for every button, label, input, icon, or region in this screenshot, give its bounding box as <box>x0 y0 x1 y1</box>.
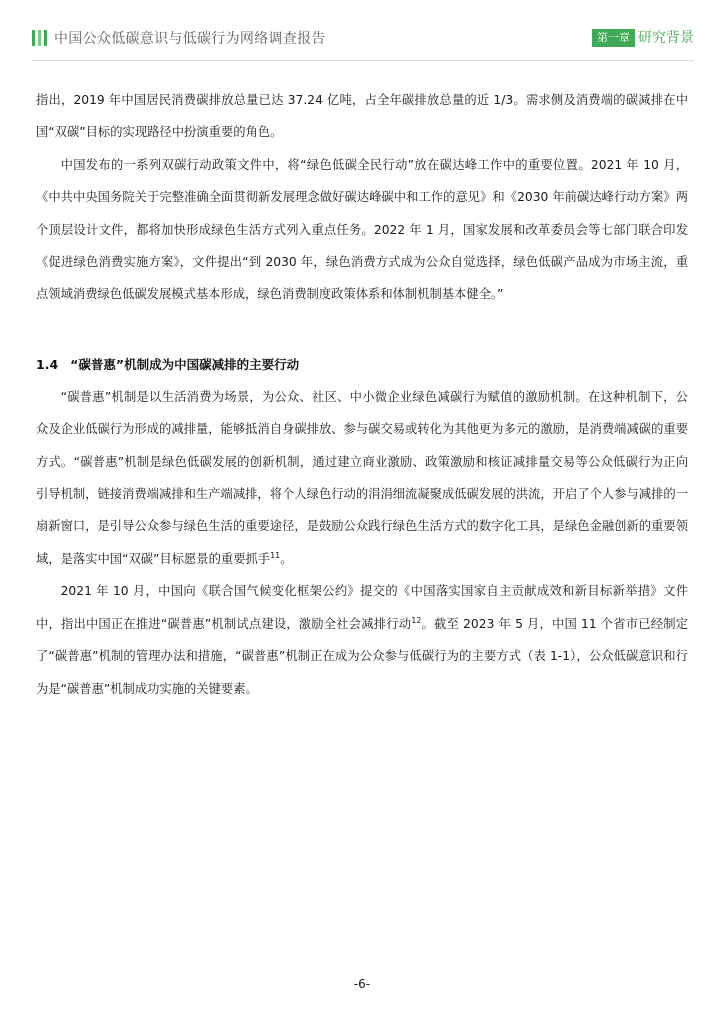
page-header <box>0 0 724 64</box>
page-body <box>36 84 688 705</box>
logo-bar-3 <box>44 30 47 46</box>
paragraph-3-end: 。 <box>280 551 293 566</box>
header-divider <box>32 60 694 61</box>
paragraph-2: 中国发布的一系列双碳行动政策文件中，将“绿色低碳全民行动”放在碳达峰工作中的重要位置。2021 年 10 月，《中共中央国务院关于完整准确全面贯彻新发展理念做好碳达峰碳中和工作的意见》和《2030 年前碳达峰行动方案》两个顶层设计文件，都将加快形成绿色生活方式列入重点任务。2022 年 1 月，国家发展和改革委员会等七部门联合印发《促进绿色消费实施方案》，文件提出“到 2030 年，绿色消费方式成为公众自觉选择，绿色低碳产品成为市场主流，重点领域消费绿色低碳发展模式基本形成，绿色消费制度政策体系和体制机制基本健全。” <box>36 157 688 302</box>
paragraph-4-text-a: 2021 年 10 月，中国向《联合国气候变化框架公约》提交的《中国落实国家自主贡献成效和新目标新举措》文件中，指出中国正在推进“碳普惠”机制试点建设，激励全社会减排行动 <box>36 584 688 631</box>
section-number: 1.4 <box>36 356 59 372</box>
paragraph-3-text: “碳普惠”机制是以生活消费为场景，为公众、社区、中小微企业绿色减碳行为赋值的激励机制。在这种机制下，公众及企业低碳行为形成的减排量，能够抵消自身碳排放、参与碳交易或转化为其他更为多元的激励，是消费端减碳的重要方式。“碳普惠”机制是绿色低碳发展的创新机制，通过建立商业激励、政策激励和核证减排量交易等公众低碳行为正向引导机制，链接消费端减排和生产端减排，将个人绿色行动的涓涓细流凝聚成低碳发展的洪流，开启了个人参与减排的一扇新窗口，是引导公众参与绿色生活的重要途径，是鼓励公众践行绿色生活方式的数字化工具，是绿色金融创新的重要领域，是落实中国“双碳”目标愿景的重要抓手 <box>36 389 688 566</box>
paragraph-3 <box>36 381 688 575</box>
chapter-badge: 第一章 <box>592 29 635 47</box>
report-logo-bars <box>32 30 47 46</box>
paragraph-4 <box>36 575 688 705</box>
report-title: 中国公众低碳意识与低碳行为网络调查报告 <box>54 31 326 47</box>
paragraph-1: 指出，2019 年中国居民消费碳排放总量已达 37.24 亿吨，占全年碳排放总量的近 1/3。需求侧及消费端的碳减排在中国“双碳”目标的实现路径中扮演重要的角色。 <box>36 93 688 140</box>
paragraph-4-text-b: 。截至 2023 年 5 月，中国 11 个省市已经制定了“碳普惠”机制的管理办法和措施，“碳普惠”机制正在成为公众参与低碳行为的主要方式（表 1-1），公众低碳意识和行为是“碳普惠”机制成功实施的关键要素。 <box>36 616 688 696</box>
logo-bar-2 <box>38 30 41 46</box>
chapter-name: 研究背景 <box>638 30 694 46</box>
logo-bar-1 <box>32 30 35 46</box>
footnote-ref-11[interactable]: 11 <box>270 550 281 560</box>
section-heading <box>36 349 688 381</box>
section-title: “碳普惠”机制成为中国碳减排的主要行动 <box>70 356 300 372</box>
page-number: -6- <box>353 977 371 991</box>
footnote-ref-12[interactable]: 12 <box>411 615 422 625</box>
